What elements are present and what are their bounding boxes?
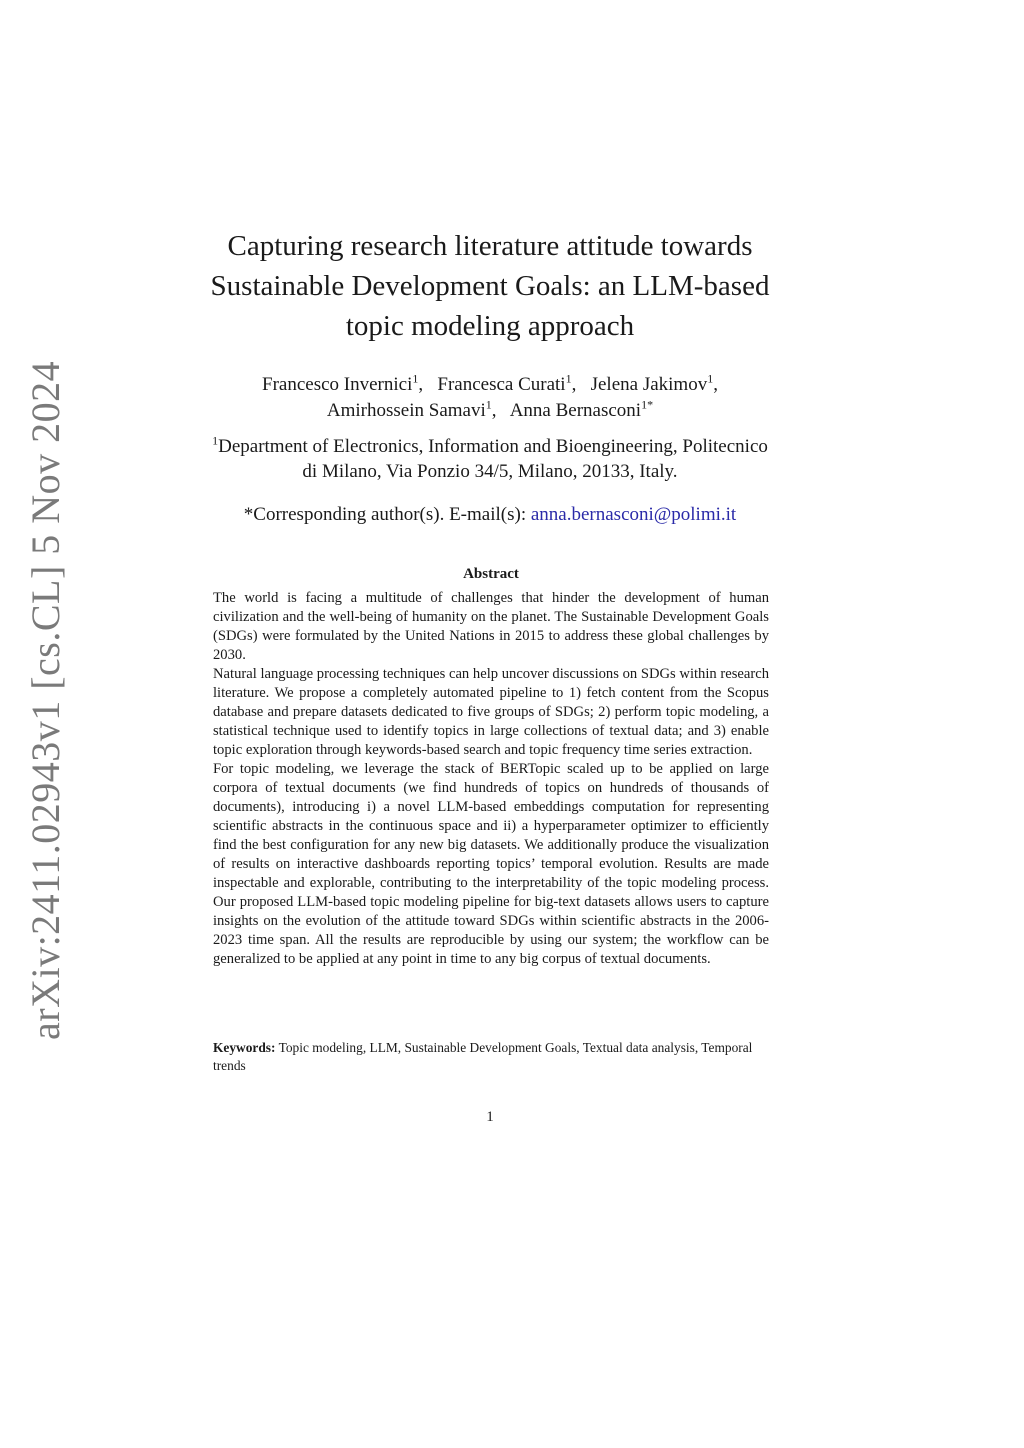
author-separator: , [713,374,718,395]
abstract-paragraph: For topic modeling, we leverage the stack of BERTopic scaled up to be applied on large corpora of textual documents (we find hundreds of topics on hundreds of thousands of documents), introducing i) a novel LLM-based embeddings computation for representing scientific abstracts in the continuous space and ii) a hyperparameter optimizer to efficiently find the best configuration for any new big datasets. We additionally produce the visualization of results on interactive dashboards reporting topics’ temporal evolution. Results are made inspectable and explorable, contributing to the interpretability of the topic modeling process. Our proposed LLM-based topic modeling pipeline for big-text datasets allows users to capture insights on the evolution of the attitude toward SDGs within scientific abstracts in the 2006-2023 time span. All the results are reproducible by using our system; the workflow can be generalized to be applied at any point in time to any big corpus of textual documents. [213,761,769,967]
page-number: 1 [486,1109,494,1125]
affiliation-mark: 1 [212,433,219,448]
author-affiliation-mark: 1 [707,371,714,386]
title-line-1: Capturing research literature attitude towards [227,230,753,262]
keywords-label: Keywords: [213,1040,276,1055]
paper-title [190,226,790,346]
abstract-paragraph: The world is facing a multitude of challenges that hinder the development of human civilization and the well-being of humanity on the planet. The Sustainable Development Goals (SDGs) were formulated by the United Nations in 2015 to address these global challenges by 2030. [213,590,769,663]
author-affiliation-mark: 1* [641,397,654,412]
abstract-body [213,589,769,969]
abstract-paragraph: Natural language processing techniques can help uncover discussions on SDGs within research literature. We propose a completely automated pipeline to 1) fetch content from the Scopus database and prepare datasets dedicated to five groups of SDGs; 2) perform topic modeling, a statistical technique used to identify topics in large collections of textual data; and 3) enable topic exploration through keywords-based search and topic frequency time series extraction. [213,666,769,758]
arxiv-identifier-stamp: arXiv:2411.02943v1 [cs.CL] 5 Nov 2024 [23,360,68,1040]
author-affiliation-mark: 1 [412,371,419,386]
affiliation [180,434,800,484]
corresponding-email-link[interactable]: anna.bernasconi@polimi.it [530,504,737,525]
author-separator: , [571,374,586,395]
affiliation-text-1: Department of Electronics, Information and Bioengineering, Politecnico [218,436,768,457]
author-affiliation-mark: 1 [485,397,492,412]
author-line-2 [190,398,790,424]
author-name: Francesca Curati [437,374,566,395]
author-separator: , [491,400,506,421]
title-line-3: topic modeling approach [345,310,635,342]
corresponding-prefix: *Corresponding author(s). E-mail(s): [243,504,531,525]
keywords-text: Topic modeling, LLM, Sustainable Development Goals, Textual data analysis, Temporal trends [213,1040,753,1073]
abstract-heading: Abstract [463,566,519,582]
author-name: Jelena Jakimov [590,374,708,395]
title-line-2: Sustainable Development Goals: an LLM-based [210,270,770,302]
author-name: Anna Bernasconi [509,400,642,421]
affiliation-line-2: di Milano, Via Ponzio 34/5, Milano, 20133, Italy. [302,461,678,482]
affiliation-line-1 [180,434,800,459]
corresponding-author [180,502,800,527]
author-list [190,372,790,424]
author-affiliation-mark: 1 [565,371,572,386]
author-line-1 [190,372,790,398]
author-separator: , [418,374,433,395]
keywords [213,1039,769,1075]
author-name: Amirhossein Samavi [326,400,486,421]
author-name: Francesco Invernici [262,374,413,395]
